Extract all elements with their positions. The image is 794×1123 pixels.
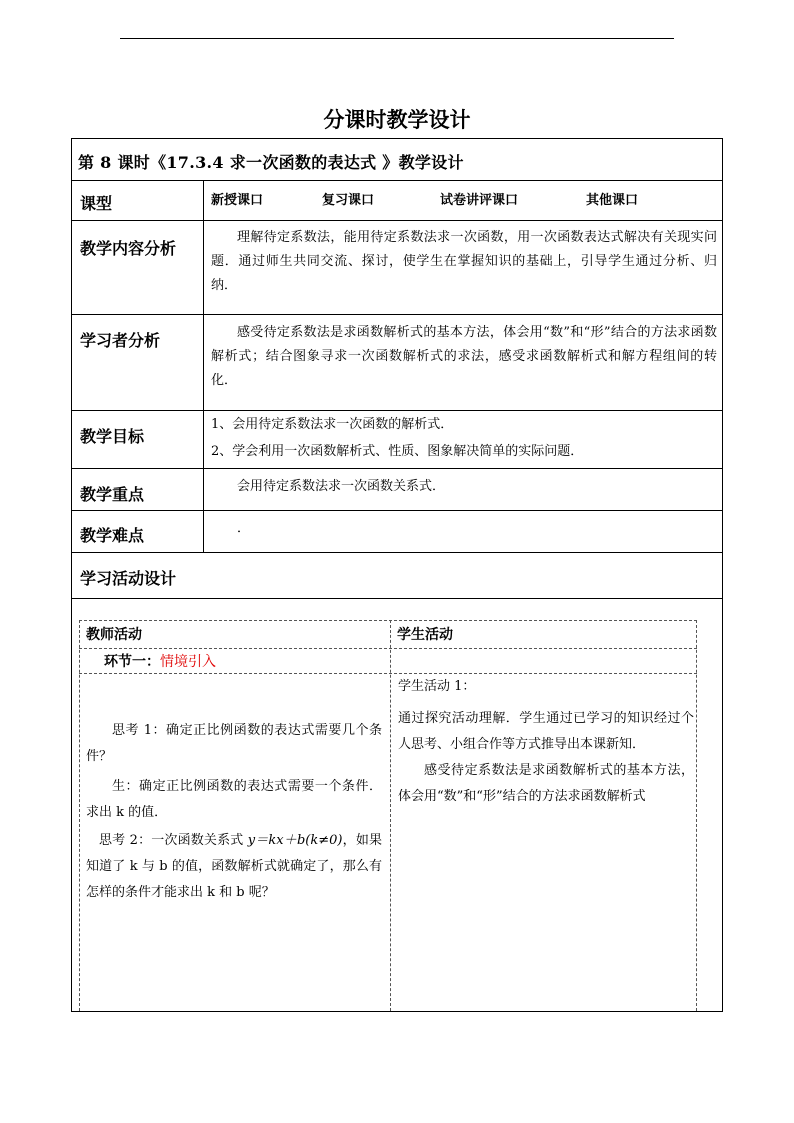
difficulties-label: 教学难点 <box>80 526 145 545</box>
student-activity-text-2: 感受待定系数法是求函数解析式的基本方法，体会用“数”和“形”结合的方法求函数解析式 <box>398 763 694 804</box>
objective-item: 2、学会利用一次函数解析式、性质、图象解决简单的实际问题． <box>211 444 584 459</box>
row-divider <box>71 220 723 221</box>
stage-prefix: 环节一： <box>104 654 160 670</box>
think-question-2 <box>86 828 382 906</box>
objectives-label: 教学目标 <box>80 427 145 446</box>
row-divider <box>71 180 723 181</box>
row-divider <box>71 510 723 511</box>
think2-rest: ，如果知道了 k 与 b 的值，函数解析式就确定了，那么有怎样的条件才能求出 k 和 b 呢？ <box>86 833 382 900</box>
teacher-activity-header: 教师活动 <box>86 627 142 643</box>
activity-column-divider <box>390 620 391 1011</box>
student-activity-text-1: 通过探究活动理解．学生通过已学习的知识经过个人思考、小组合作等方式推导出本课新知． <box>398 711 694 752</box>
course-type-review[interactable]: 复习课口 <box>322 193 375 208</box>
learner-analysis-label: 学习者分析 <box>80 331 161 350</box>
think-question-1: 思考 1：确定正比例函数的表达式需要几个条件？ <box>86 723 382 764</box>
content-analysis-label: 教学内容分析 <box>80 239 177 258</box>
row-divider <box>71 598 723 599</box>
student-activity-content <box>398 674 694 810</box>
difficulties-text: ． <box>237 521 251 536</box>
think2-lead: 思考 2：一次函数关系式 <box>99 833 248 848</box>
content-analysis-text: 理解待定系数法，能用待定系数法求一次函数，用一次函数表达式解决有关现实问题．通过师生共同交流、探讨，使学生在掌握知识的基础上，引导学生通过分析、归纳． <box>211 230 717 293</box>
row-divider <box>71 314 723 315</box>
student-activity-header: 学生活动 <box>397 627 453 643</box>
stage-name: 情境引入 <box>160 654 216 670</box>
student-answer-1: 生：确定正比例函数的表达式需要一个条件．求出 k 的值． <box>86 779 382 820</box>
linear-function-formula: y＝kx＋b(k≠0) <box>247 833 343 848</box>
course-type-label: 课型 <box>80 194 113 213</box>
page-title: 分课时教学设计 <box>323 107 471 132</box>
activity-row-divider <box>79 648 697 649</box>
learner-analysis-text: 感受待定系数法是求函数解析式的基本方法，体会用“数”和“形”结合的方法求函数解析式；结合图象寻求一次函数解析式的求法，感受求函数解析式和解方程组间的转化． <box>211 325 717 388</box>
activity-design-label: 学习活动设计 <box>80 569 177 588</box>
key-points-text: 会用待定系数法求一次函数关系式． <box>237 479 446 494</box>
student-activity-title: 学生活动 1： <box>398 679 476 694</box>
course-type-new[interactable]: 新授课口 <box>211 193 264 208</box>
teacher-activity-content <box>86 718 382 906</box>
row-divider <box>71 552 723 553</box>
header-rule <box>120 38 674 39</box>
objective-item: 1、会用待定系数法求一次函数的解析式． <box>211 417 454 432</box>
course-type-other[interactable]: 其他课口 <box>586 193 639 208</box>
lesson-title: 第 8 课时《17.3.4 求一次函数的表达式 》教学设计 <box>78 153 464 172</box>
row-divider <box>71 468 723 469</box>
column-divider <box>203 180 204 552</box>
row-divider <box>71 410 723 411</box>
course-type-exam[interactable]: 试卷讲评课口 <box>440 193 519 208</box>
key-points-label: 教学重点 <box>80 485 145 504</box>
stage-heading <box>104 651 216 671</box>
